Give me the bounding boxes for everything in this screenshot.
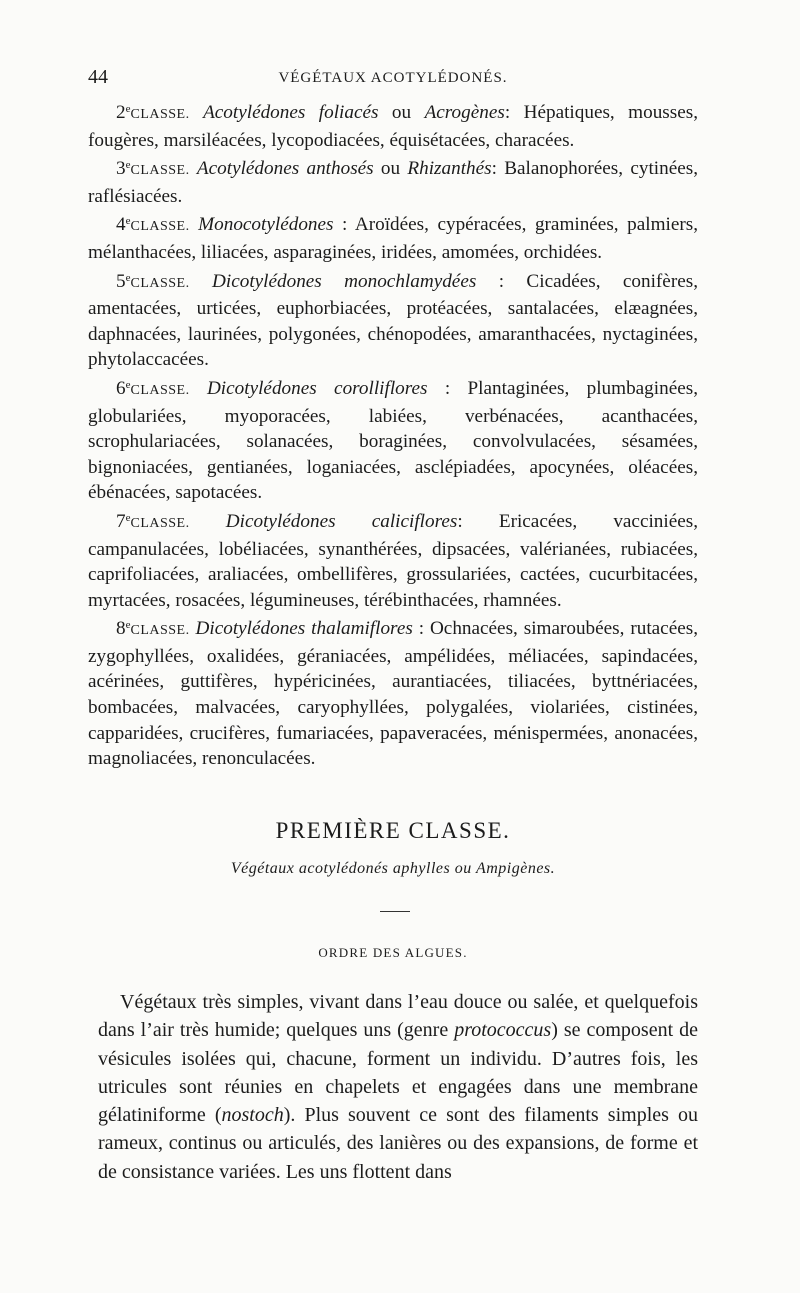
class-name: Acotylédones anthosés <box>196 158 374 180</box>
body-paragraph <box>98 988 698 1186</box>
class-number: 4 <box>116 214 126 236</box>
class-entry <box>88 373 698 506</box>
class-name: Dicotylédones caliciflores <box>225 510 458 532</box>
class-label: CLASSE. <box>130 275 190 291</box>
class-number-sup: e <box>125 378 131 391</box>
class-name: Monocotylédones <box>198 214 334 236</box>
class-entry <box>88 153 698 209</box>
class-label: CLASSE. <box>130 382 190 398</box>
class-name: Acotylédones foliacés <box>203 102 379 123</box>
class-entry <box>88 613 698 772</box>
class-entry <box>88 506 698 613</box>
class-label: CLASSE. <box>130 515 190 531</box>
class-label: CLASSE. <box>130 107 190 122</box>
class-families: : Plantaginées, plumbaginées, globulariées, myoporacées, labiées, verbénacées, acanthacées, scrophulariacées, solanacées, boraginées, convolvulacées, sésamées, bignoniacées, gentianées, loganiacées, asclépiadées, apocynées, oléacées, ébénacées, sapotacées. <box>88 377 698 504</box>
class-entry <box>88 97 698 153</box>
class-list <box>88 97 698 772</box>
class-families: : Ochnacées, simaroubées, rutacées, zygophyllées, oxalidées, géraniacées, ampélidées, méliacées, sapindacées, acérinées, guttifères, hypéricinées, aurantiacées, tiliacées, byttnériacées, bombacées, malvacées, caryophyllées, polygalées, violariées, cistinées, capparidées, crucifères, fumariacées, papaveracées, ménispermées, anonacées, magnoliacées, renonculacées. <box>88 618 698 770</box>
class-families: : Hépatiques, mousses, fougères, marsiléacées, lycopodiacées, équisétacées, characées. <box>88 102 698 151</box>
class-number: 3 <box>116 158 126 180</box>
body-text-part: Végétaux très simples, vivant dans l’eau douce ou salée, et quelquefois dans l’air très humide; quelques uns (genre <box>98 991 698 1042</box>
class-name: Dicotylédones monochlamydées <box>212 270 477 292</box>
page-header <box>88 66 698 96</box>
class-label: CLASSE. <box>130 163 190 179</box>
class-families: : Aroïdées, cypéracées, graminées, palmiers, mélanthacées, liliacées, asparaginées, iridées, amomées, orchidées. <box>88 214 698 263</box>
order-title: ORDRE DES ALGUES. <box>318 945 468 960</box>
body-text-part: ). Plus souvent ce sont des filaments simples ou rameux, continus ou articulés, des lanières ou des expansions, de forme et de consistance variées. Les uns flottent dans <box>98 1104 698 1183</box>
class-number-sup: e <box>125 215 131 228</box>
class-number-sup: e <box>125 511 131 524</box>
class-families: : Balanophorées, cytinées, raflésiacées. <box>88 158 699 207</box>
class-entry <box>88 209 698 265</box>
body-text-part: ) se composent de vésicules isolées qui, chacune, forment un individu. D’autres fois, les utricules sont réunies en chapelets et engagées dans une membrane gélatiniforme ( <box>98 1019 698 1127</box>
class-number: 2 <box>116 102 126 123</box>
class-number-sup: e <box>125 159 131 172</box>
class-name: Dicotylédones corolliflores <box>206 377 428 399</box>
page-number: 44 <box>88 66 108 88</box>
class-families: : Cicadées, conifères, amentacées, urticées, euphorbiacées, protéacées, santalacées, elæagnées, daphnacées, laurinées, polygonées, chénopodées, amaranthacées, nyctaginées, phytolaccacées. <box>88 270 698 371</box>
class-entry <box>88 266 698 373</box>
class-alt-name: Rhizanthés <box>407 158 492 180</box>
section-title: PREMIÈRE CLASSE. <box>275 818 511 843</box>
class-number-sup: e <box>125 619 131 632</box>
class-connector: ou <box>378 102 425 123</box>
genus-name: protococcus <box>454 1019 552 1042</box>
class-number-sup: e <box>125 103 131 115</box>
class-number-sup: e <box>125 271 131 284</box>
section-subtitle: Végétaux acotylédonés aphylles ou Ampigènes. <box>230 860 556 877</box>
class-label: CLASSE. <box>130 219 190 235</box>
class-alt-name: Acrogènes <box>424 102 505 123</box>
body-text <box>98 988 698 1186</box>
class-number: 8 <box>116 618 126 640</box>
genus-name: nostoch <box>221 1104 284 1127</box>
class-connector: ou <box>373 158 408 180</box>
class-name: Dicotylédones thalamiflores <box>195 618 413 640</box>
running-title: VÉGÉTAUX ACOTYLÉDONÉS. <box>278 70 508 86</box>
class-number: 7 <box>116 510 126 532</box>
class-families: : Ericacées, vacciniées, campanulacées, lobéliacées, synanthérées, dipsacées, valérianées, rubiacées, caprifoliacées, araliacées, ombellifères, grossulariées, cactées, cucurbitacées, myrtacées, rosacées, légumineuses, térébinthacées, rhamnées. <box>88 510 699 611</box>
class-number: 5 <box>116 270 126 292</box>
section-divider <box>380 911 410 912</box>
class-label: CLASSE. <box>130 623 190 639</box>
class-number: 6 <box>116 377 126 399</box>
